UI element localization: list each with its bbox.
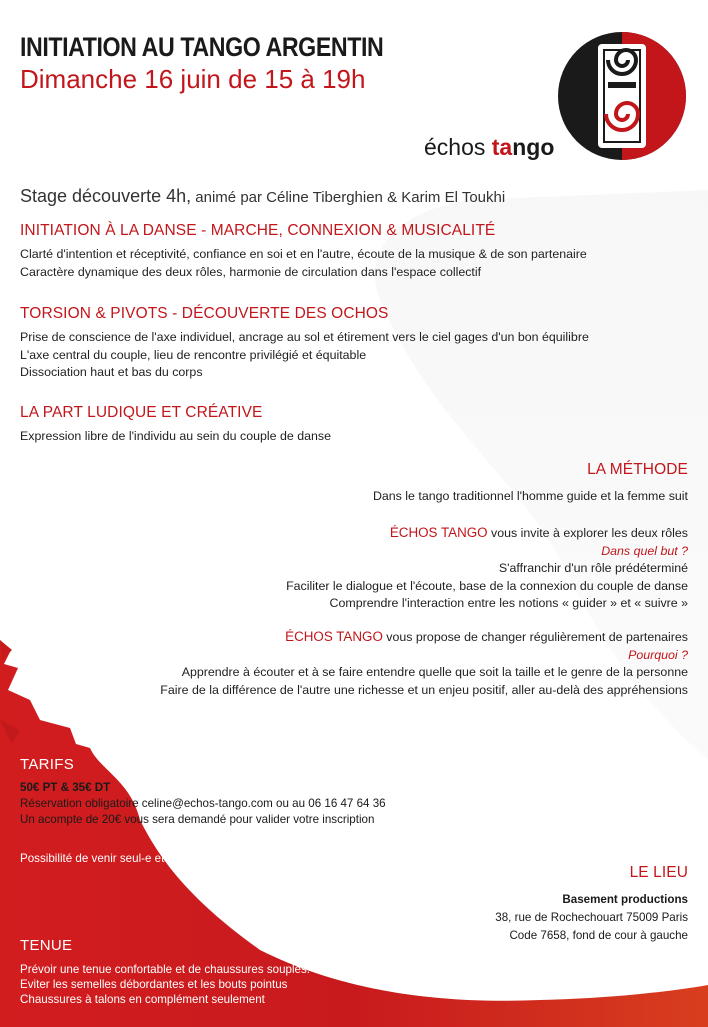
brand-name: échos tango (424, 134, 555, 160)
tenue-text: Prévoir une tenue confortable et de chaussures souples. Eviter les semelles débordantes et les bouts pointus Chaussures à talons en complément seulement (20, 963, 311, 1006)
methode-block2-title: ÉCHOS TANGO vous propose de changer régulièrement de partenaires (285, 629, 688, 644)
section-heading-torsion: TORSION & PIVOTS - DÉCOUVERTE DES OCHOS (20, 305, 389, 322)
stage-description: Stage découverte 4h, animé par Céline Tiberghien & Karim El Toukhi (20, 186, 506, 206)
section-heading-initiation: INITIATION À LA DANSE - MARCHE, CONNEXION & MUSICALITÉ (20, 222, 496, 239)
echos-tango-logo-icon (556, 30, 688, 162)
section-text-initiation: Clarté d'intention et réceptivité, confiance en soi et en l'autre, écoute de la musique & de son partenaire Caractère dynamique des deux rôles, harmonie de circulation dans l'espace collectif (20, 247, 587, 279)
tarifs-heading: TARIFS (20, 756, 75, 773)
methode-block1-question: Dans quel but ? (601, 543, 688, 558)
lieu-heading: LE LIEU (629, 864, 688, 881)
methode-block1: ÉCHOS TANGO vous invite à explorer les deux rôles Dans quel but ? S'affranchir d'un rôle prédéterminé Faciliter le dialogue et l'écoute, base de la connexion du couple de danse Comprendre l'interaction entre les notions « guider » et « suivre » (286, 525, 688, 611)
tarifs-text: 50€ PT & 35€ DT Réservation obligatoire celine@echos-tango.com ou au 06 16 47 64 36 Un acompte de 20€ vous sera demandé pour valider votre inscription (20, 781, 386, 826)
tarifs-note: Possibilité de venir seul-e et en couple (20, 852, 218, 865)
event-date: Dimanche 16 juin de 15 à 19h (20, 64, 366, 94)
section-heading-ludique: LA PART LUDIQUE ET CRÉATIVE (20, 404, 263, 421)
lieu-name: Basement productions (562, 893, 688, 906)
section-text-ludique: Expression libre de l'individu au sein du couple de danse (20, 429, 331, 443)
methode-block2: ÉCHOS TANGO vous propose de changer régulièrement de partenaires Pourquoi ? Apprendre à écouter et à se faire entendre quelle que soit la taille et le genre de la personne Faire de la différence de l'autre une richesse et un enjeu positif, aller au-delà des appréhensions (160, 629, 688, 697)
tenue-heading: TENUE (20, 937, 73, 954)
section-text-torsion: Prise de conscience de l'axe individuel, ancrage au sol et étirement vers le ciel gages d'un bon équilibre L'axe central du couple, lieu de rencontre privilégié et équitable Dissociation haut et bas du corps (20, 330, 589, 380)
lieu-address: Basement productions 38, rue de Rochechouart 75009 Paris Code 7658, fond de cour à gauche (495, 893, 688, 942)
methode-heading: LA MÉTHODE (587, 461, 688, 478)
methode-intro: Dans le tango traditionnel l'homme guide et la femme suit (372, 489, 688, 503)
methode-block1-title: ÉCHOS TANGO vous invite à explorer les deux rôles (389, 525, 688, 540)
page-title: INITIATION AU TANGO ARGENTIN (20, 32, 384, 62)
methode-block2-question: Pourquoi ? (628, 647, 688, 662)
tarifs-price: 50€ PT & 35€ DT (20, 781, 111, 794)
